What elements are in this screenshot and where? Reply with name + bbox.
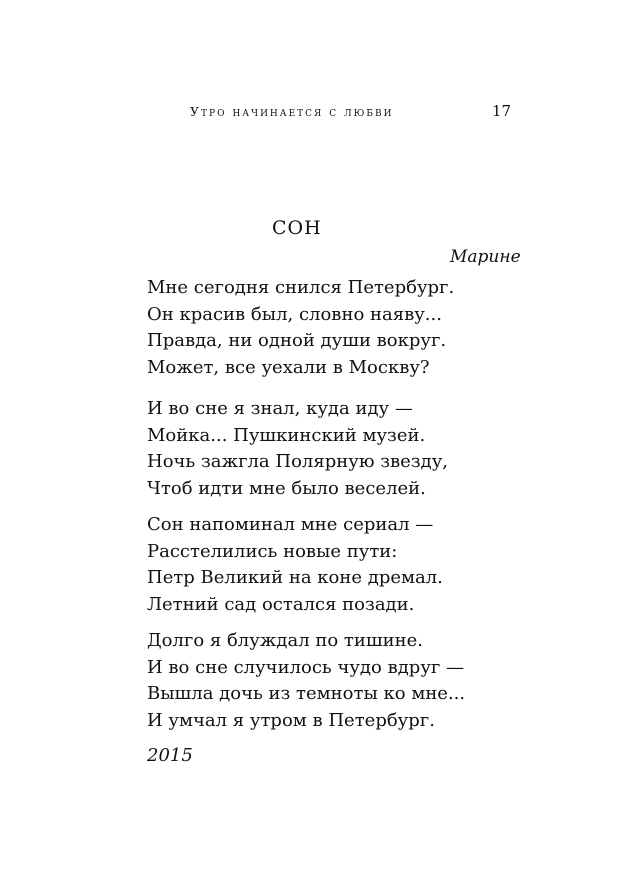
- poem-line: Летний сад остался позади.: [147, 593, 415, 615]
- poem-line: Чтоб идти мне было веселей.: [147, 477, 426, 499]
- poem-line: Мойка... Пушкинский музей.: [147, 424, 426, 446]
- poem-line: Он красив был, словно наяву...: [147, 303, 442, 325]
- poem-line: Ночь зажгла Полярную звезду,: [147, 451, 449, 472]
- poem-line: Может, все уехали в Москву?: [147, 356, 430, 378]
- dedication: Марине: [450, 247, 521, 267]
- poem-line: И во сне я знал, куда иду —: [147, 398, 413, 419]
- poem-line: Вышла дочь из темноты ко мне...: [147, 683, 466, 704]
- poem-line: Петр Великий на коне дремал.: [147, 567, 443, 588]
- poem-line: Сон напоминал мне сериал —: [147, 514, 434, 535]
- poem-line: Расстелились новые пути:: [147, 540, 398, 562]
- poem-line: И во сне случилось чудо вдруг —: [147, 656, 465, 678]
- stanza-1: [147, 275, 454, 381]
- poem-line: Мне сегодня снился Петербург.: [147, 277, 455, 298]
- stanza-2: [147, 396, 448, 502]
- poem-title: СОН: [272, 217, 322, 239]
- poem-line: И умчал я утром в Петербург.: [147, 709, 435, 731]
- page-number: 17: [492, 102, 512, 120]
- poem-year: 2015: [147, 745, 193, 766]
- stanza-4: [147, 628, 465, 734]
- running-head: Утро начинается с любви: [190, 104, 394, 119]
- stanza-3: [147, 512, 443, 618]
- poem-line: Долго я блуждал по тишине.: [147, 630, 423, 651]
- poem-line: Правда, ни одной души вокруг.: [147, 330, 447, 351]
